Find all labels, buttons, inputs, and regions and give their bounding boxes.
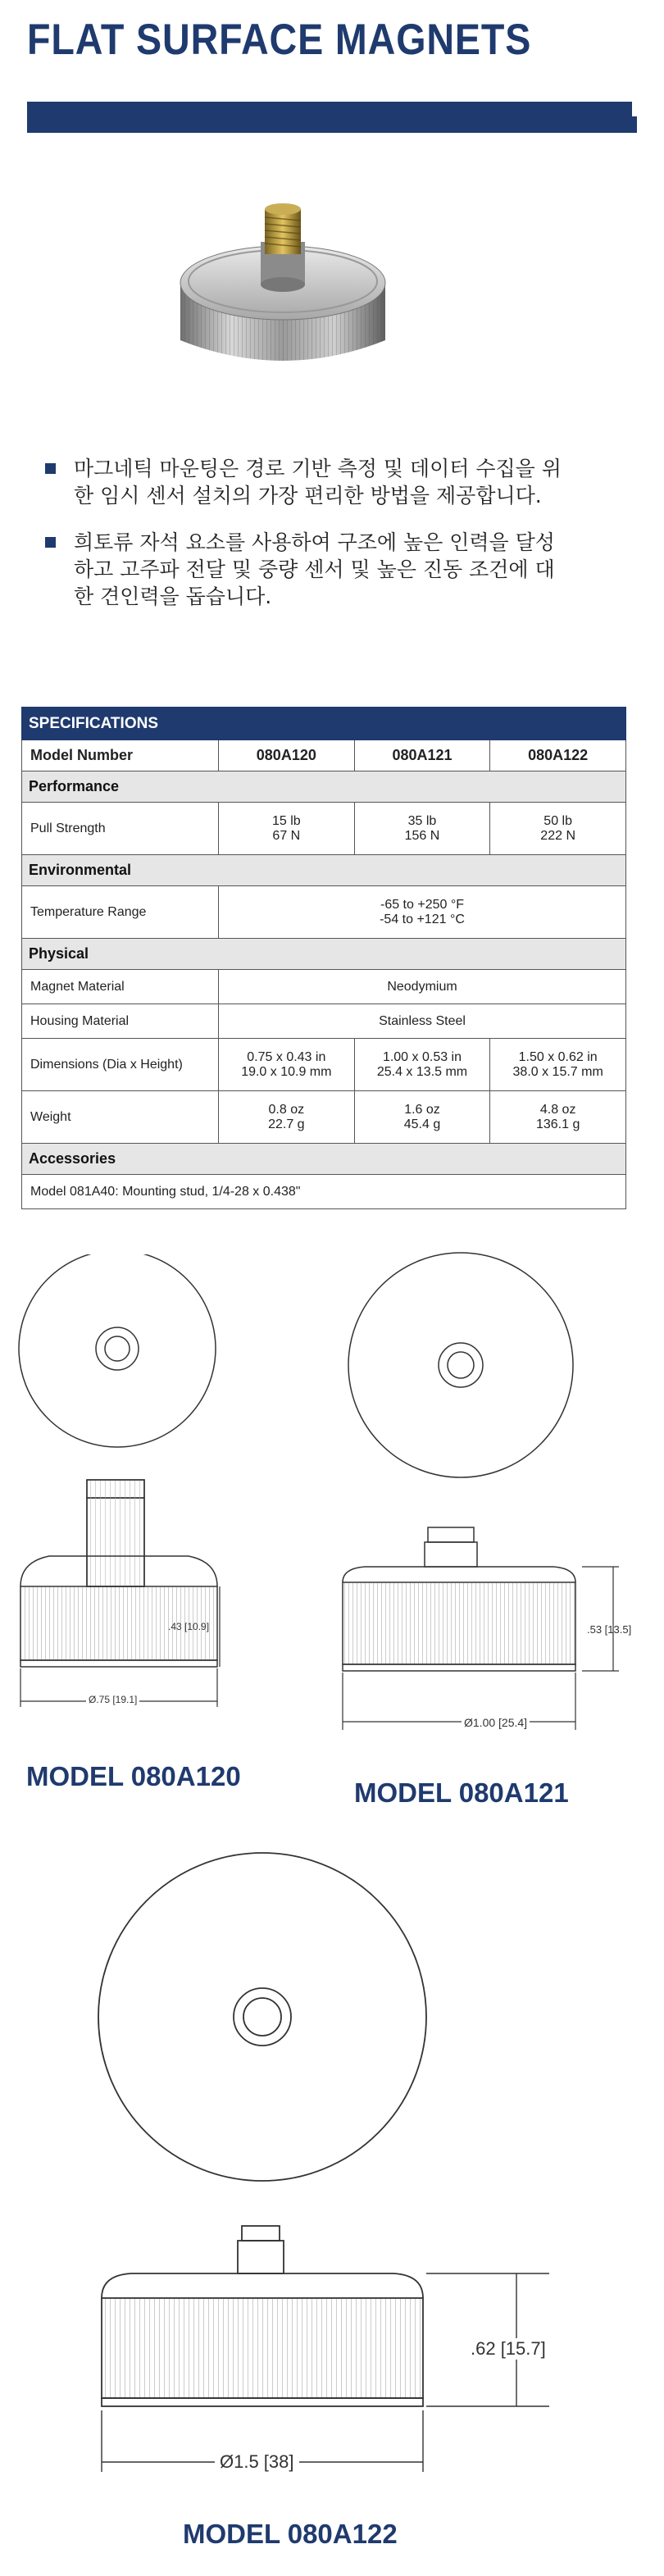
specifications-header: SPECIFICATIONS [22,708,626,740]
weight-label: Weight [22,1091,219,1144]
table-row [22,1175,626,1209]
table-row [22,1091,626,1144]
top-view-080a121 [348,1253,573,1477]
drawing-080a120 [16,1254,221,1722]
table-row [22,1004,626,1039]
diameter-dimension-080a122: Ø1.5 [38] [215,2451,299,2473]
weight-cell: 0.8 oz 22.7 g [219,1091,355,1144]
housing-material-label: Housing Material [22,1004,219,1039]
accessory-item: Model 081A40: Mounting stud, 1/4-28 x 0.438" [22,1175,626,1209]
height-dimension-080a122: .62 [15.7] [471,2338,546,2359]
pull-strength-label: Pull Strength [22,803,219,855]
section-physical: Physical [22,939,626,970]
title-bar-accent [632,116,637,133]
table-row [22,1039,626,1091]
magnet-material-value: Neodymium [219,970,626,1004]
model-080a120-header: 080A120 [219,740,355,771]
model-label-080a121: MODEL 080A121 [354,1777,569,1808]
model-number-label: Model Number [22,740,219,771]
magnet-product-photo [164,176,402,389]
pull-strength-cell: 35 lb 156 N [354,803,490,855]
dimensions-cell: 1.00 x 0.53 in 25.4 x 13.5 mm [354,1039,490,1091]
table-row [22,886,626,939]
temperature-range-label: Temperature Range [22,886,219,939]
feature-bullets [45,455,570,630]
pull-strength-cell: 15 lb 67 N [219,803,355,855]
height-dimension-080a121: .53 [13.5] [587,1623,632,1636]
section-performance: Performance [22,771,626,803]
diameter-dimension-080a121: Ø1.00 [25.4] [462,1716,530,1729]
page-title: FLAT SURFACE MAGNETS [27,16,532,64]
section-accessories: Accessories [22,1144,626,1175]
dimensions-cell: 1.50 x 0.62 in 38.0 x 15.7 mm [490,1039,626,1091]
bullet-text: 희토류 자석 요소를 사용하여 구조에 높은 인력을 달성하고 고주파 전달 및 중량 센서 및 높은 진동 조건에 대한 견인력을 돕습니다. [74,530,555,608]
height-dimension-080a120: .43 [10.9] [168,1621,210,1632]
dimensions-label: Dimensions (Dia x Height) [22,1039,219,1091]
title-underline-bar [27,102,632,133]
top-view-080a122 [98,1853,426,2181]
bullet-square-icon [45,463,56,474]
temperature-range-value: -65 to +250 °F -54 to +121 °C [219,886,626,939]
section-environmental: Environmental [22,855,626,886]
housing-material-value: Stainless Steel [219,1004,626,1039]
weight-cell: 1.6 oz 45.4 g [354,1091,490,1144]
table-row [22,740,626,771]
table-row [22,803,626,855]
top-view-080a120 [19,1254,216,1447]
model-label-080a120: MODEL 080A120 [26,1761,241,1791]
magnet-material-label: Magnet Material [22,970,219,1004]
weight-cell: 4.8 oz 136.1 g [490,1091,626,1144]
model-080a121-header: 080A121 [354,740,490,771]
bullet-square-icon [45,537,56,548]
list-item [45,455,570,509]
drawing-080a121 [336,1246,631,1730]
model-label-080a122: MODEL 080A122 [183,2519,398,2549]
bullet-text: 마그네틱 마운팅은 경로 기반 측정 및 데이터 수집을 위한 임시 센서 설치의 가장 편리한 방법을 제공합니다. [74,457,562,507]
pull-strength-cell: 50 lb 222 N [490,803,626,855]
table-row [22,970,626,1004]
dimensions-cell: 0.75 x 0.43 in 19.0 x 10.9 mm [219,1039,355,1091]
list-item [45,529,570,610]
specifications-table [21,707,626,1209]
model-080a122-header: 080A122 [490,740,626,771]
drawing-080a122 [90,1849,566,2496]
diameter-dimension-080a120: Ø.75 [19.1] [86,1694,139,1705]
